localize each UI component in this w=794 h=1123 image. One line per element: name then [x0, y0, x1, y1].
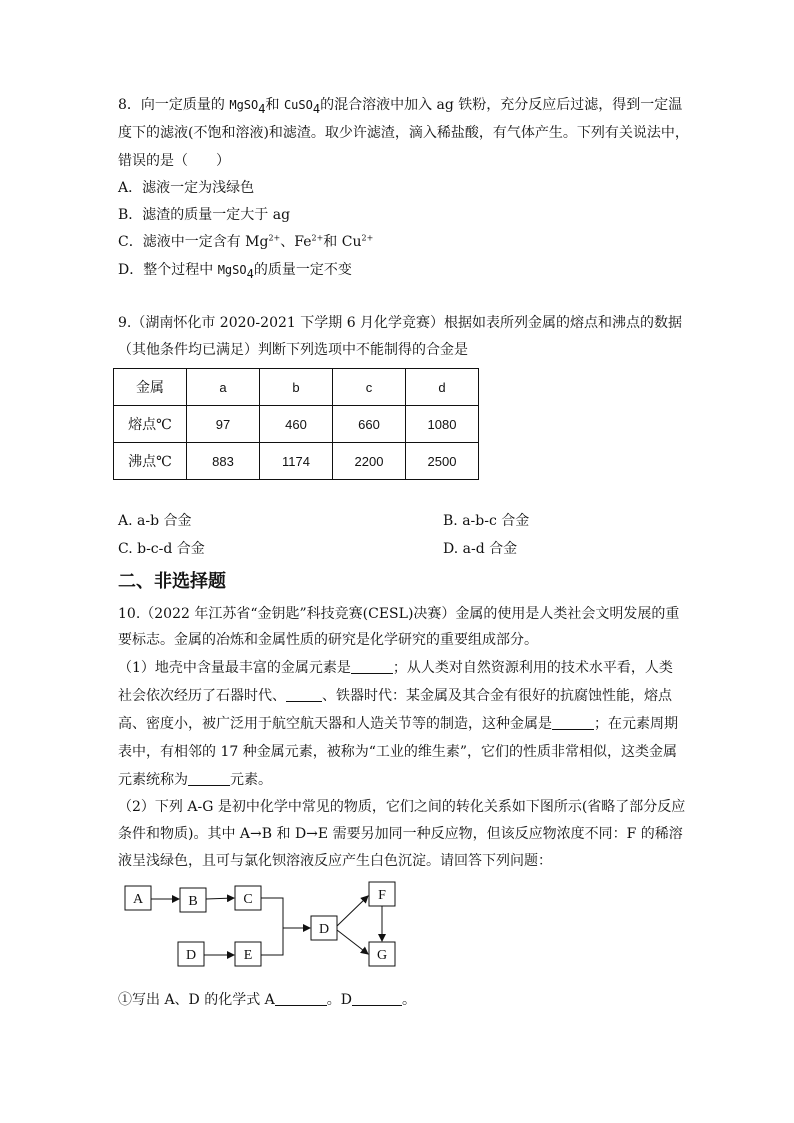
answer-blank[interactable]	[286, 687, 322, 702]
table-row	[114, 443, 479, 480]
table-cell: 883	[187, 443, 260, 480]
q9-option-d: D. a-d 合金	[443, 541, 518, 557]
table-cell: 金属	[114, 369, 187, 406]
q10-part2-line-2: 条件和物质)。其中 A→B 和 D→E 需要另加同一种反应物，但该反应物浓度不同：F 的稀溶	[118, 826, 683, 842]
q10-line-2: 要标志。金属的冶炼和金属性质的研究是化学研究的重要组成部分。	[118, 632, 538, 648]
table-cell: 460	[260, 406, 333, 443]
node-b-label: B	[188, 894, 198, 909]
arrow-d-f	[337, 896, 368, 926]
q10-part1-line-2: 社会依次经历了石器时代、 、铁器时代：某金属及其合金有很好的抗腐蚀性能，熔点	[118, 688, 672, 704]
metal-property-table	[113, 368, 479, 480]
answer-blank[interactable]	[275, 991, 327, 1006]
q10-part1-line-1: （1）地壳中含量最丰富的金属元素是 ；从人类对自然资源利用的技术水平看，人类	[118, 660, 673, 676]
q8-option-a: A．滤液一定为浅绿色	[118, 180, 255, 196]
merge-bracket	[261, 898, 283, 955]
table-cell: 97	[187, 406, 260, 443]
q8-option-c: C．滤液中一定含有 $Mg^{2+}$、$Fe^{2+}$和 $Cu^{2+}$	[118, 233, 374, 250]
q10-sub-question-1: ①写出 A、D 的化学式 A 。D 。	[118, 992, 417, 1008]
table-header-row	[114, 369, 479, 406]
node-d2-label: D	[318, 922, 330, 937]
node-f-label: F	[378, 888, 386, 903]
q9-option-a: A. a-b 合金	[118, 513, 192, 529]
arrow-d-g	[337, 930, 368, 954]
table-cell: 2200	[333, 443, 406, 480]
table-cell: 660	[333, 406, 406, 443]
node-c-label: C	[243, 892, 253, 907]
q10-part1-line-4: 表中，有相邻的 17 种金属元素，被称为“工业的维生素”，它们的性质非常相似，这类金属	[118, 744, 678, 760]
node-g-label: G	[376, 948, 388, 963]
q9-line-2: （其他条件均已满足）判断下列选项中不能制得的合金是	[118, 342, 468, 358]
q9-option-b: B. a-b-c 合金	[443, 513, 530, 529]
table-cell: 2500	[406, 443, 479, 480]
q10-line-1: 10.（2022 年江苏省“金钥匙”科技竞赛(CESL)决赛）金属的使用是人类社会文明发展的重	[118, 606, 680, 622]
answer-blank[interactable]	[351, 659, 393, 674]
node-e-label: E	[243, 948, 253, 963]
table-cell: 1174	[260, 443, 333, 480]
table-cell: 沸点℃	[114, 443, 187, 480]
table-cell: 熔点℃	[114, 406, 187, 443]
q10-part2-line-1: （2）下列 A-G 是初中化学中常见的物质，它们之间的转化关系如下图所示(省略了部分反应	[118, 799, 686, 815]
node-d-label: D	[185, 948, 197, 963]
q8-option-d: D．整个过程中 MgSO$_4$的质量一定不变	[118, 262, 352, 281]
q10-part1-line-3: 高、密度小，被广泛用于航空航天器和人造关节等的制造，这种金属是 ；在元素周期	[118, 716, 678, 732]
answer-blank[interactable]	[552, 715, 594, 730]
q8-line-2: 度下的滤液(不饱和溶液)和滤渣。取少许滤渣，滴入稀盐酸，有气体产生。下列有关说法中，	[118, 125, 689, 141]
table-cell: 1080	[406, 406, 479, 443]
q8-line-1: 8．向一定质量的 MgSO$_4$和 CuSO$_4$的混合溶液中加入 ag 铁粉，充分反应后过滤，得到一定温	[118, 97, 683, 116]
reaction-diagram	[120, 878, 420, 973]
table-row	[114, 406, 479, 443]
q9-line-1: 9.（湖南怀化市 2020-2021 下学期 6 月化学竞赛）根据如表所列金属的熔点和沸点的数据	[118, 315, 683, 331]
answer-blank[interactable]	[188, 771, 230, 786]
q8-line-3: 错误的是（ ）	[118, 153, 230, 169]
table-cell: c	[333, 369, 406, 406]
q10-part2-line-3: 液呈浅绿色，且可与氯化钡溶液反应产生白色沉淀。请回答下列问题：	[118, 853, 552, 869]
q10-part1-line-5: 元素统称为 元素。	[118, 772, 272, 788]
q9-option-c: C. b-c-d 合金	[118, 541, 205, 557]
table-cell: b	[260, 369, 333, 406]
answer-blank[interactable]	[352, 991, 402, 1006]
section-title: 二、非选择题	[118, 571, 226, 592]
table-cell: d	[406, 369, 479, 406]
q8-option-b: B．滤渣的质量一定大于 ag	[118, 207, 291, 223]
node-a-label: A	[132, 892, 144, 907]
table-cell: a	[187, 369, 260, 406]
arrow-b-c	[206, 898, 234, 899]
